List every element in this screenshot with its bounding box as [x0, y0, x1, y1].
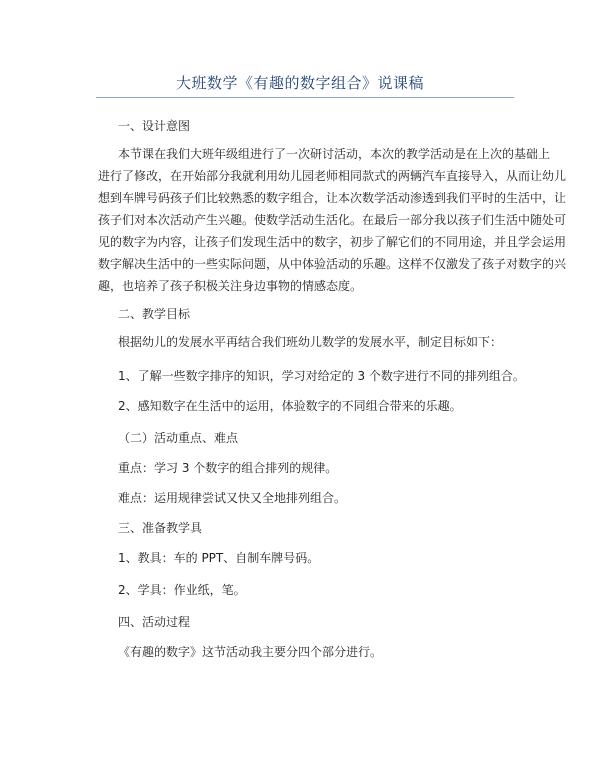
material-item-2: 2、学具：作业纸，笔。: [118, 583, 246, 597]
paragraph-line: 数字解决生活中的一些实际问题，从中体验活动的乐趣。这样不仅激发了孩子对数字的兴: [98, 257, 567, 271]
paragraph-line: 孩子们对本次活动产生兴趣。使数学活动生活化。在最后一部分我以孩子们生活中随处可: [98, 213, 567, 227]
material-item-1: 1、教具：车的 PPT、自制车牌号码。: [118, 551, 320, 565]
goals-intro: 根据幼儿的发展水平再结合我们班幼儿数学的发展水平，制定目标如下：: [118, 335, 503, 349]
section-heading-design-intent: 一、设计意图: [118, 119, 191, 133]
key-point: 重点：学习 3 个数字的组合排列的规律。: [118, 461, 338, 475]
title-underline: [96, 97, 514, 98]
process-intro: 《有趣的数字》这节活动我主要分四个部分进行。: [118, 645, 383, 659]
section-heading-materials: 三、准备教学具: [118, 521, 203, 535]
paragraph-line: 本节课在我们大班年级组进行了一次研讨活动，本次的教学活动是在上次的基础上: [118, 147, 551, 161]
document-title: 大班数学《有趣的数字组合》说课稿: [175, 74, 424, 92]
section-heading-process: 四、活动过程: [118, 615, 191, 629]
paragraph-line: 见的数字为内容，让孩子们发现生活中的数字，初步了解它们的不同用途，并且学会运用: [98, 235, 567, 249]
difficulty-point: 难点：运用规律尝试又快又全地排列组合。: [118, 491, 347, 505]
section-heading-teaching-goals: 二、教学目标: [118, 307, 191, 321]
paragraph-line: 进行了修改，在开始部分我就利用幼儿园老师相同款式的两辆汽车直接导入，从而让幼儿: [98, 169, 567, 183]
goal-item-1: 1、了解一些数字排序的知识，学习对给定的 3 个数字进行不同的排列组合。: [118, 369, 525, 383]
paragraph-line: 想到车牌号码孩子们比较熟悉的数字组合，让本次数学活动渗透到我们平时的生活中，让: [98, 191, 567, 205]
goal-item-2: 2、感知数字在生活中的运用，体验数字的不同组合带来的乐趣。: [118, 399, 462, 413]
subsection-heading-key-points: （二）活动重点、难点: [118, 431, 239, 445]
paragraph-line: 趣，也培养了孩子积极关注身边事物的情感态度。: [98, 279, 363, 293]
